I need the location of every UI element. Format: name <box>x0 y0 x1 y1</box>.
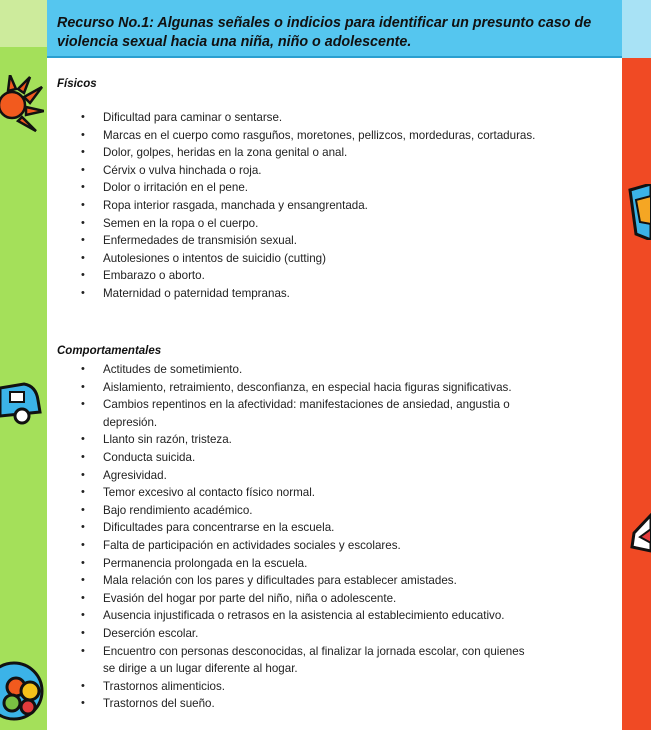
list-item <box>47 678 617 696</box>
sticker-icon <box>630 513 651 553</box>
list-item-text: Autolesiones o intentos de suicidio (cutting) <box>103 251 326 265</box>
bullet-icon: • <box>81 198 85 211</box>
car-icon <box>0 378 42 426</box>
list-item-text: Maternidad o paternidad tempranas. <box>103 286 290 300</box>
list-item <box>47 215 617 233</box>
list-item <box>47 379 617 397</box>
bullet-icon: • <box>81 521 85 534</box>
list-item <box>47 519 617 537</box>
list-item-text: Dificultades para concentrarse en la escuela. <box>103 521 335 535</box>
list-item <box>47 267 617 285</box>
list-item <box>47 179 617 197</box>
section-title-comportamentales: Comportamentales <box>57 345 162 357</box>
right-decorative-strip <box>622 58 651 730</box>
list-item-text: Permanencia prolongada en la escuela. <box>103 556 308 570</box>
list-item <box>47 109 617 127</box>
resource-title-line-1: Recurso No.1: Algunas señales o indicios para identificar un presunto caso de <box>57 15 592 31</box>
bullet-icon: • <box>81 644 85 657</box>
list-item <box>47 607 617 625</box>
list-item-text: Enfermedades de transmisión sexual. <box>103 234 297 248</box>
resource-content <box>47 58 622 730</box>
list-item-text: Conducta suicida. <box>103 450 196 464</box>
sun-icon <box>0 75 44 135</box>
fisicos-list <box>47 109 617 303</box>
list-item-text: Ropa interior rasgada, manchada y ensangrentada. <box>103 198 368 212</box>
bullet-icon: • <box>81 574 85 587</box>
bullet-icon: • <box>81 538 85 551</box>
list-item-text: Evasión del hogar por parte del niño, niña o adolescente. <box>103 591 397 605</box>
bullet-icon: • <box>81 591 85 604</box>
list-item <box>47 572 617 590</box>
list-item-text: Aislamiento, retraimiento, desconfianza, en especial hacia figuras significativas. <box>103 380 512 394</box>
bullet-icon: • <box>81 468 85 481</box>
list-item <box>47 285 617 303</box>
bullet-icon: • <box>81 216 85 229</box>
list-item <box>47 537 617 555</box>
colorful-balls-icon <box>0 655 44 730</box>
list-item-continuation: depresión. <box>103 415 158 429</box>
list-item <box>47 250 617 268</box>
list-item-text: Trastornos del sueño. <box>103 697 215 711</box>
bullet-icon: • <box>81 609 85 622</box>
resource-header <box>47 0 622 58</box>
list-item <box>47 625 617 643</box>
bullet-icon: • <box>81 363 85 375</box>
sticker-icon <box>628 184 651 240</box>
list-item <box>47 467 617 485</box>
section-title-fisicos: Físicos <box>57 78 97 90</box>
bullet-icon: • <box>81 503 85 516</box>
list-item-text: Deserción escolar. <box>103 626 199 640</box>
bullet-icon: • <box>81 450 85 463</box>
list-item-text: Cambios repentinos en la afectividad: manifestaciones de ansiedad, angustia o <box>103 398 510 412</box>
list-item <box>47 643 617 678</box>
list-item <box>47 449 617 467</box>
list-item-text: Dolor o irritación en el pene. <box>103 181 249 195</box>
bullet-icon: • <box>81 111 85 123</box>
bullet-icon: • <box>81 679 85 692</box>
list-item-text: Actitudes de sometimiento. <box>103 363 243 376</box>
list-item <box>47 162 617 180</box>
list-item <box>47 197 617 215</box>
list-item-text: Semen en la ropa o el cuerpo. <box>103 216 259 230</box>
list-item-text: Dificultad para caminar o sentarse. <box>103 111 283 124</box>
list-item-text: Cérvix o vulva hinchada o roja. <box>103 163 262 177</box>
bullet-icon: • <box>81 486 85 499</box>
bullet-icon: • <box>81 433 85 446</box>
bullet-icon: • <box>81 146 85 159</box>
list-item-text: Ausencia injustificada o retrasos en la asistencia al establecimiento educativo. <box>103 609 505 623</box>
list-item <box>47 484 617 502</box>
list-item <box>47 695 617 713</box>
comportamentales-list <box>47 361 617 713</box>
resource-title-line-2: violencia sexual hacia una niña, niño o adolescente. <box>57 34 412 50</box>
bullet-icon: • <box>81 626 85 639</box>
list-item-text: Dolor, golpes, heridas en la zona genital o anal. <box>103 146 348 160</box>
bullet-icon: • <box>81 251 85 264</box>
bullet-icon: • <box>81 286 85 299</box>
list-item-text: Marcas en el cuerpo como rasguños, moretones, pellizcos, mordeduras, cortaduras. <box>103 128 536 142</box>
list-item <box>47 361 617 379</box>
list-item-text: Embarazo o aborto. <box>103 269 205 283</box>
bullet-icon: • <box>81 697 85 710</box>
bullet-icon: • <box>81 128 85 141</box>
bullet-icon: • <box>81 234 85 247</box>
list-item <box>47 431 617 449</box>
bullet-icon: • <box>81 181 85 194</box>
list-item-text: Mala relación con los pares y dificultades para establecer amistades. <box>103 574 457 588</box>
bullet-icon: • <box>81 269 85 282</box>
list-item <box>47 232 617 250</box>
list-item-text: Temor excesivo al contacto físico normal. <box>103 486 315 500</box>
list-item-text: Falta de participación en actividades sociales y escolares. <box>103 538 401 552</box>
list-item-text: Encuentro con personas desconocidas, al finalizar la jornada escolar, con quienes <box>103 644 525 658</box>
bullet-icon: • <box>81 380 85 393</box>
list-item <box>47 127 617 145</box>
list-item-text: Agresividad. <box>103 468 167 482</box>
left-strip-top-band <box>0 0 47 47</box>
list-item-text: Bajo rendimiento académico. <box>103 503 253 517</box>
list-item-continuation: se dirige a un lugar diferente al hogar. <box>103 662 298 676</box>
list-item <box>47 396 617 431</box>
list-item <box>47 590 617 608</box>
list-item-text: Trastornos alimenticios. <box>103 679 225 693</box>
list-item-text: Llanto sin razón, tristeza. <box>103 433 232 447</box>
bullet-icon: • <box>81 556 85 569</box>
list-item <box>47 144 617 162</box>
bullet-icon: • <box>81 398 85 411</box>
list-item <box>47 502 617 520</box>
list-item <box>47 555 617 573</box>
bullet-icon: • <box>81 163 85 176</box>
right-strip-top-band <box>622 0 651 58</box>
